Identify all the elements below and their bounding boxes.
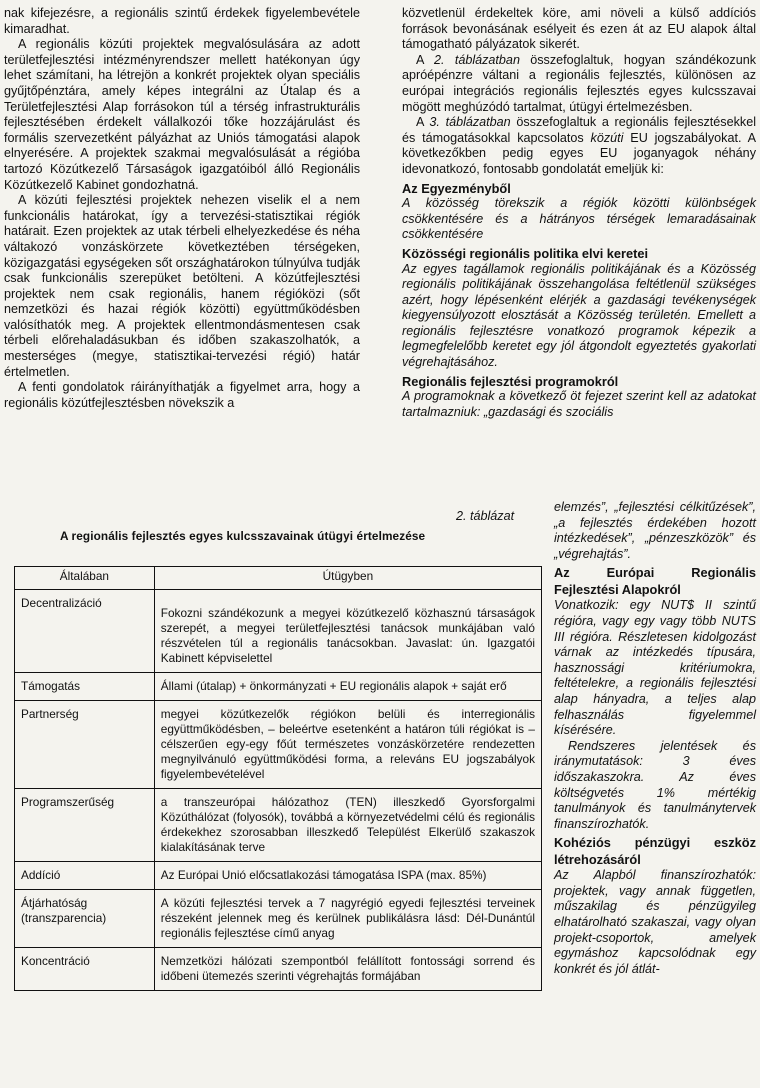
quote-text: A programoknak a következő öt fejezet szerint kell az adatokat tartalmazniuk: „gazdasági és szociális (402, 389, 756, 419)
left-column (4, 6, 360, 411)
table-title: A regionális fejlesztés egyes kulcsszavainak útügyi értelmezése (60, 529, 426, 543)
section-heading: Kohéziós pénzügyi eszköz létrehozásáról (554, 835, 756, 868)
table-row (15, 789, 542, 862)
table-row (15, 890, 542, 948)
text-run: A (416, 52, 435, 67)
section-heading: Az Egyezményből (402, 180, 511, 196)
section-heading: Az Európai Regionális Fejlesztési Alapokról (554, 565, 756, 598)
table-row (15, 701, 542, 789)
paragraph: A fenti gondolatok ráirányíthatják a figyelmet arra, hogy a regionális közútfejlesztésben növekszik a (4, 380, 360, 410)
keyword-cell: Koncentráció (15, 948, 155, 991)
paragraph (402, 53, 756, 115)
meaning-cell: Az Európai Unió előcsatlakozási támogatása ISPA (max. 85%) (154, 862, 541, 890)
table-row (15, 862, 542, 890)
quote-text: A közösség törekszik a régiók közötti különbségek csökkentésére és a hátrányos térségek lemaradásainak csökkentésére (402, 196, 756, 242)
table-reference: 2. táblázatban (434, 52, 520, 67)
paragraph: közvetlenül érdekeltek köre, ami növeli a külső addíciós források bevonásának esélyeit és ezen át az EU alapok által támogatható pályázatok sikerét. (402, 6, 756, 52)
keyword-cell: Addíció (15, 862, 155, 890)
text-run: összefoglaltuk a regionális fejlesztésekkel és támogatásokkal kapcsolatos (402, 115, 757, 145)
keyword-cell: Programszerűség (15, 789, 155, 862)
table-row (15, 673, 542, 701)
quote-text: Vonatkozik: egy NUT$ II szintű régióra, vagy egy vagy több NUTS III régióra. Részletesen kidolgozást várnak az intézkedés típusára, hasznossági kritériumokra, feltételekre, a regionális fejlesztési alap hányadra, a teljes alap felhasználás figyelemmel kísérésére. (554, 598, 756, 738)
right-column (402, 6, 756, 420)
meaning-cell: A közúti fejlesztési tervek a 7 nagyrégió egyedi fejlesztési terveinek részeként jelennek meg és kerülnek publikálásra lásd: Dél-Dunántúl regionális fejlesztése című anyag (154, 890, 541, 948)
section-heading: Regionális fejlesztési programokról (402, 373, 619, 389)
keyword-cell: Átjárhatóság (transzparencia) (15, 890, 155, 948)
quote-text: Az Alapból finanszírozhatók: projektek, vagy annak független, műszakilag és pénzügyileg elhatárolható szakaszai, vagy olyan projekt-csoportok, amelyek egymáshoz kapcsolódnak egy konkrét és jól átlát- (554, 868, 756, 976)
paragraph: A regionális közúti projektek megvalósulására az adott területfejlesztési intézményrendszer mellett hatékonyan úgy lehet számítani, ha létrejön a konkrét projektek olyan speciális gyűjtőpénztára, amely képes integrálni az Útalap és a Területfejlesztési Alap forrásokon túl a térség infrastrukturális fejlesztésében érdekelt vállalkozói tőke hozzájárulást és formális szervezetként pályázhat az Uniós támogatási alapok elnyerésére. A projektek szakmai megvalósulását a régióba tartozó Közútkezelő Társaságok igazgatóiból álló Regionális Közútkezelő Kabinet gondozhatná. (4, 37, 360, 192)
keyword-table (14, 566, 542, 991)
column-header: Általában (15, 567, 155, 590)
text-run: összefoglaltuk, hogyan szándékozunk apróépénzre váltani a regionális fejlesztés, különösen az európai integrációs regionális fejlesztés egyes kulcsszavai mögött meghúzódó tartalmat, útügyi értelmezésben. (402, 52, 756, 114)
paragraph: A közúti fejlesztési projektek nehezen viselik el a nem funkcionális határokat, így a tervezési-statisztikai régiók határait. Ezen projektek az utak térbeli elhelyezkedése és néha váltakozó vonzáskörzete következtében térségeken, közigazgatási egységeken sőt országhatárokon túlnyúlva tudják csak funkcionális szerepüket betölteni. A közútfejlesztési projektek nem csak regionális, hanem régióközi (sőt nemzetközi és hazai régiók közötti) együttműködésben valósíthatók meg. A projektek ellentmondásmentesen csak térbeli előrehaladásukban és időben szakaszolhatók, a mesterséges (megye, statisztikai-tervezési régió) határ értelmetlen. (4, 193, 360, 379)
table-number: 2. táblázat (456, 509, 515, 523)
meaning-cell: Állami (útalap) + önkormányzati + EU regionális alapok + saját erő (154, 673, 541, 701)
quote-text: elemzés”, „fejlesztési célkitűzések”, „a fejlesztés érdekében hozott intézkedések”, „pénzeszközök” és „végrehajtás”. (554, 500, 756, 561)
keyword-cell: Támogatás (15, 673, 155, 701)
meaning-cell: a transzeurópai hálózathoz (TEN) illeszkedő Gyorsforgalmi Közúthálózat (folyosók), továbbá a környezetvédelmi célú és regionális érdekekhez szorosabban illeszkedő Települést Elkerülő szakaszok kialakításának terve (154, 789, 541, 862)
paragraph (402, 115, 756, 177)
table-row (15, 590, 542, 673)
meaning-cell: Fokozni szándékozunk a megyei közútkezelő közhasznú társaságok szerepét, a megyei területfejlesztési tanácsok munkájában való részvételen túl a regionális tanácsokban. Javaslat: ún. Igazgatói Kabinett képviselettel (154, 590, 541, 673)
text-run: A (416, 115, 430, 130)
section-heading: Közösségi regionális politika elvi keretei (402, 245, 649, 261)
meaning-cell: Nemzetközi hálózati szempontból felállított fontossági sorrend és időbeni ütemezés szerinti végrehajtás formájában (154, 948, 541, 991)
keyword-cell: Partnerség (15, 701, 155, 789)
table-header-row (15, 567, 542, 590)
column-header: Útügyben (154, 567, 541, 590)
text-run: EU jogszabályokat. A következőkben pedig egyes EU joganyagok néhány idevonatkozó, fontosabb gondolatát emeljük ki: (402, 130, 756, 176)
meaning-cell: megyei közútkezelők régiókon belüli és interregionális együttműködésben, – beleértve esetenként a határon túli régiókat is – célszerűen egy-egy főút természetes vonzáskörzetére rendezetten megnyilvánuló együttműködési forma, a releváns EU jogszabályok figyelembevételével (154, 701, 541, 789)
table-row (15, 948, 542, 991)
side-column (554, 500, 756, 977)
emphasis: közúti (590, 130, 624, 145)
keyword-cell: Decentralizáció (15, 590, 155, 673)
quote-text: Az egyes tagállamok regionális politikájának és a Közösség regionális politikájának összehangolása feltétlenül szükséges azért, hogy lépésenként elérjék a gazdasági tevékenységek kiegyensúlyozott elosztását a Közösség területén. Emellett a regionális fejlesztésre vonatkozó programok képezik a legmegfelelőbb keretet egy jól átgondolt egyeztetés gyakorlati végrehajtásához. (402, 261, 756, 370)
table-reference: 3. táblázatban (429, 115, 511, 130)
paragraph: nak kifejezésre, a regionális szintű érdekek figyelembevétele kimaradhat. (4, 6, 360, 36)
quote-text: Rendszeres jelentések és iránymutatások: 3 éves időszakaszokra. Az éves költségvetés 1% mértékig tanulmányok és tanulmánytervek finanszírozhatók. (554, 738, 756, 831)
